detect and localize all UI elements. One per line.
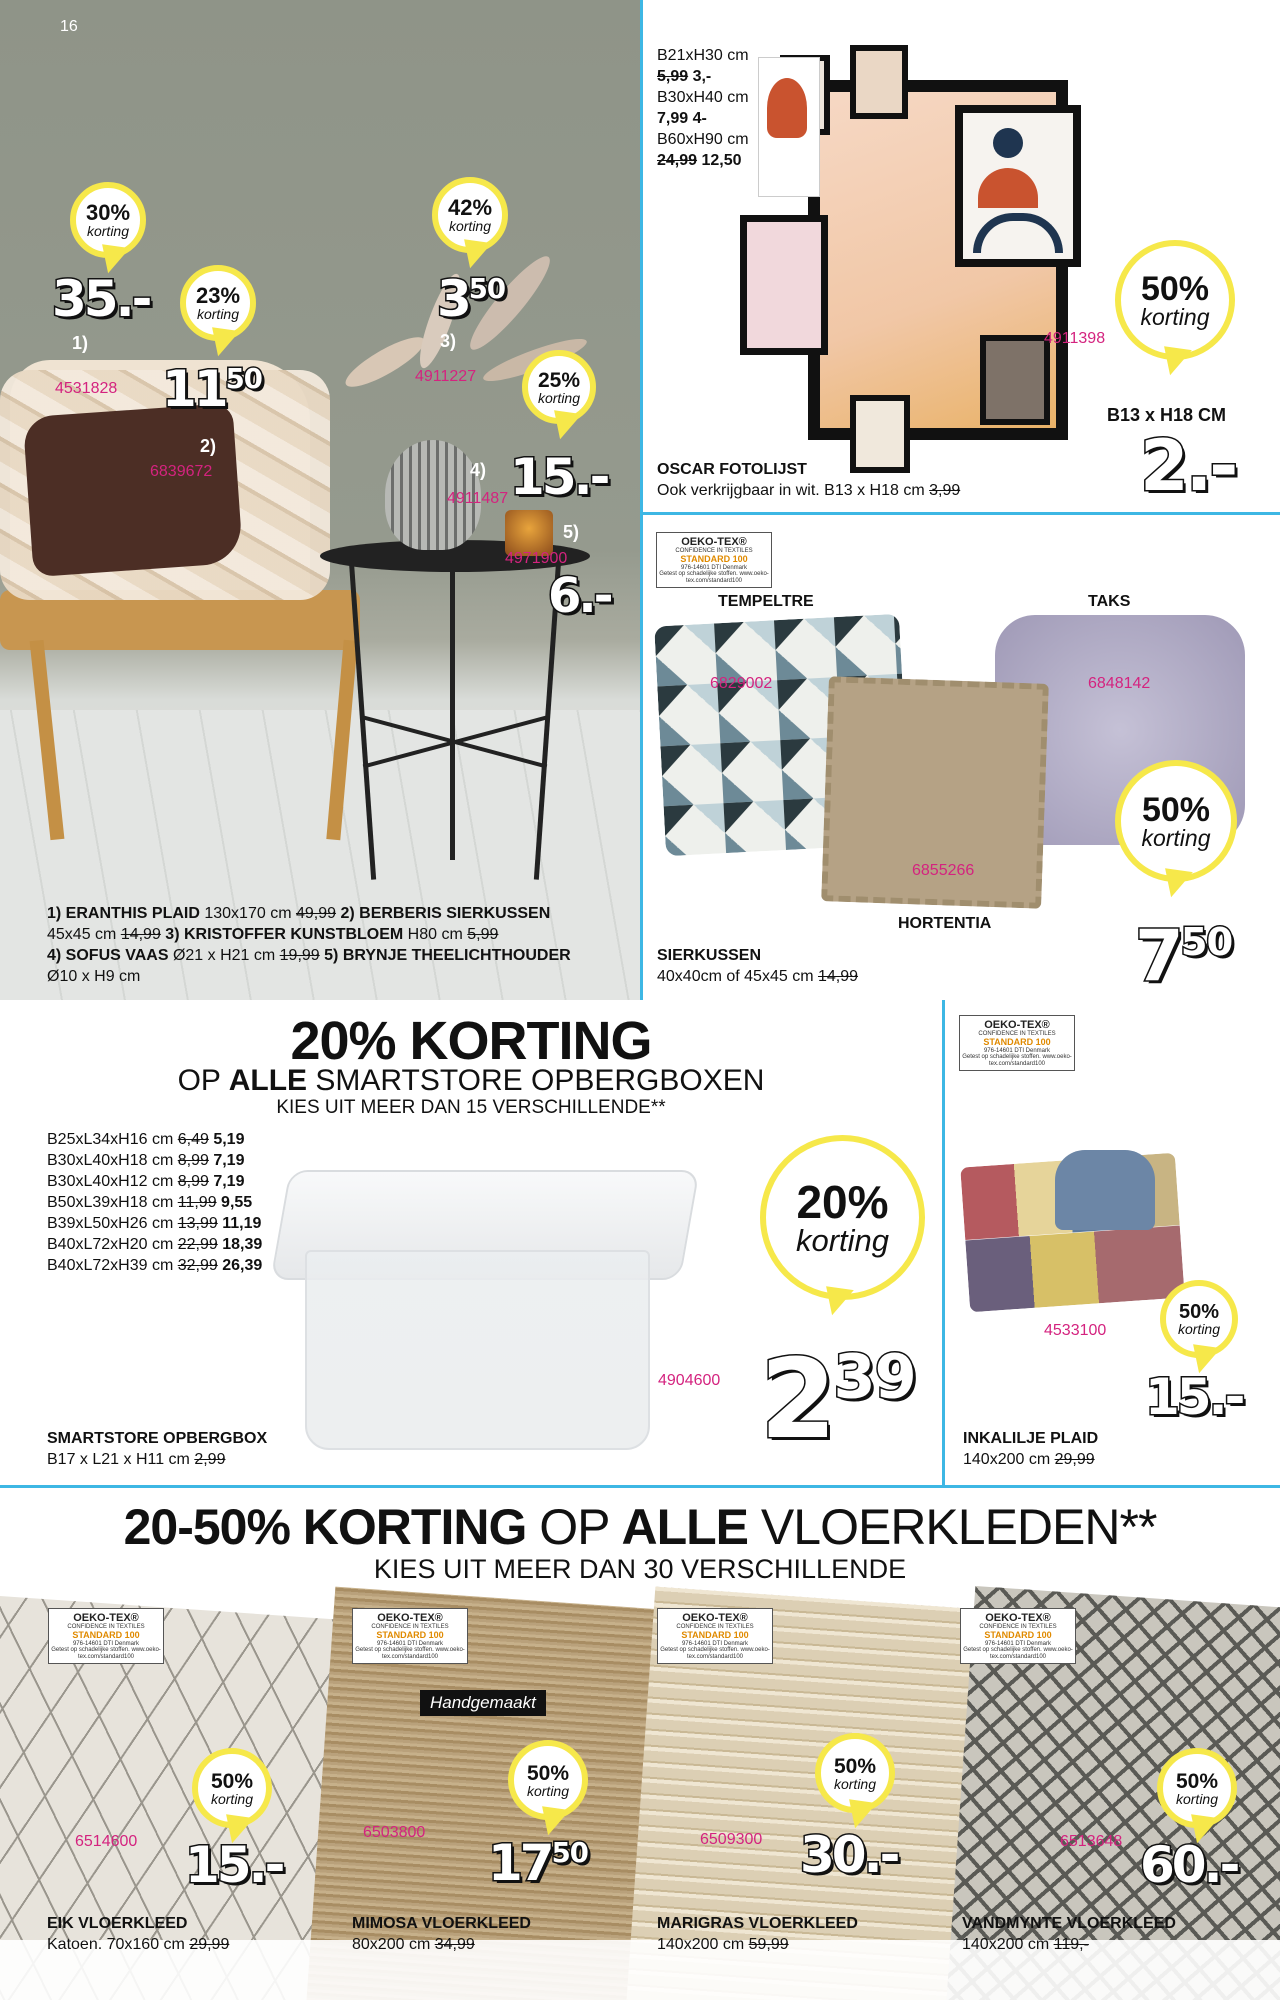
storage-subheadline-2: KIES UIT MEER DAN 15 VERSCHILLENDE** [276, 1097, 666, 1118]
code-storage: 4904600 [658, 1372, 721, 1389]
price-main: 2 [760, 1335, 834, 1463]
hero-description: 1) ERANTHIS PLAID 130x170 cm 49,99 2) BERBERIS SIERKUSSEN 45x45 cm 14,99 3) KRISTOFFER KUNSTBLOEM H80 cm 5,99 4) SOFUS VAAS Ø21 x H21 cm 19,99 5) BRYNJE THEELICHTHOUDER Ø10 x H9 cm [47, 905, 571, 985]
discount-percent: 23% [195, 283, 241, 308]
code-tealight: 4971900 [505, 550, 568, 567]
price-rug-1: 15.- [185, 1836, 283, 1894]
discount-bubble-cushions [1115, 760, 1237, 882]
discount-percent: 25% [537, 368, 581, 392]
code-tempeltre: 6829002 [710, 675, 773, 692]
discount-percent: 42% [447, 195, 493, 220]
price-cushions [1135, 915, 1232, 997]
discount-bubble-flower [432, 177, 508, 253]
frame-collage [740, 45, 1100, 465]
discount-percent: 50% [526, 1761, 570, 1785]
handmade-badge: Handgemaakt [420, 1690, 546, 1716]
discount-label: korting [795, 1223, 890, 1258]
price-tealight: 6.- [548, 568, 611, 624]
price-cents: 39 [833, 1342, 916, 1413]
label-hortentia: HORTENTIA [898, 915, 992, 932]
plaid-product-info: INKALILJE PLAID 140x200 cm 29,99 [963, 1430, 1099, 1468]
code-hortentia: 6855266 [912, 862, 975, 879]
label-3: 3) [440, 331, 457, 351]
code-vase: 4911487 [447, 490, 509, 507]
label-5: 5) [563, 522, 580, 542]
rug-1-info: EIK VLOERKLEED Katoen. 70x160 cm 29,99 [47, 1915, 230, 1953]
storage-size-list: B25xL34xH16 cm 6,49 5,19 B30xL40xH18 cm 8,99 7,19 B30xL40xH12 cm 8,99 7,19 B50xL39xH18 cm 11,99 9,55 B39xL50xH26 cm 13,99 11,19 B40xL72xH20 cm 22,99 18,39 B40xL72xH39 cm 32,99 26,39 [47, 1131, 263, 1274]
oeko-tex-label: OEKO-TEX® CONFIDENCE IN TEXTILES STANDARD 100 976-14601 DTI Denmark Getest op schadelijke stoffen. www.oeko-tex.com/standard100 [657, 1608, 773, 1664]
product-name: SIERKUSSEN [657, 947, 762, 964]
discount-percent: 50% [210, 1769, 254, 1793]
code-rug-4: 6513648 [1060, 1833, 1123, 1850]
discount-label: korting [1141, 824, 1211, 851]
frame-product-info: OSCAR FOTOLIJST Ook verkrijgbaar in wit. B13 x H18 cm 3,99 [657, 461, 961, 499]
price-main: 3 [437, 270, 469, 328]
discount-percent: 50% [1141, 790, 1211, 829]
discount-percent: 50% [833, 1754, 877, 1778]
discount-label: korting [833, 1775, 877, 1792]
code-rug-1: 6514600 [75, 1833, 138, 1850]
cushions-product-info: SIERKUSSEN 40x40cm of 45x45 cm 14,99 [657, 947, 859, 985]
code-flower: 4911227 [415, 368, 477, 385]
discount-percent: 50% [1175, 1769, 1219, 1793]
hero-panel [0, 0, 640, 1000]
price-main: 11 [162, 360, 226, 418]
rugs-subheadline: KIES UIT MEER DAN 30 VERSCHILLENDE [373, 1554, 907, 1584]
price-main: 17 [488, 1834, 552, 1892]
product-name: MIMOSA VLOERKLEED [352, 1915, 531, 1932]
storage-panel [0, 1000, 942, 1485]
oeko-tex-label: OEKO-TEX® CONFIDENCE IN TEXTILES STANDARD 100 976-14601 DTI Denmark Getest op schadelijke stoffen. www.oeko-tex.com/standard100 [352, 1608, 468, 1664]
rugs-panel [0, 1488, 1280, 2000]
label-1: 1) [72, 333, 89, 353]
discount-label: korting [210, 1790, 254, 1807]
rugs-headline: 20-50% KORTING OP ALLE VLOERKLEDEN** [123, 1499, 1157, 1555]
product-name: MARIGRAS VLOERKLEED [657, 1915, 858, 1932]
plaid-panel [945, 1000, 1280, 1485]
poster-text: GIRLS CAN DO ANYTHING [765, 148, 809, 175]
code-cushion: 6839672 [150, 463, 213, 480]
price-flower [437, 270, 505, 328]
divider [640, 0, 643, 1000]
frames-panel [640, 0, 1280, 512]
storage-headline: 20% KORTING [290, 1011, 652, 1071]
code-plaid: 4531828 [55, 380, 118, 397]
discount-bubble-rug-3 [815, 1733, 895, 1813]
discount-bubble-storage [760, 1135, 925, 1300]
discount-bubble-vase [522, 350, 596, 424]
oeko-tex-label: OEKO-TEX® CONFIDENCE IN TEXTILES STANDARD 100 976-14601 DTI Denmark Getest op schadelijke stoffen. www.oeko-tex.com/standard100 [960, 1608, 1076, 1664]
price-vase: 15.- [510, 448, 608, 506]
product-name: EIK VLOERKLEED [47, 1915, 188, 1932]
discount-label: korting [526, 1782, 570, 1799]
price-rug-3: 30.- [800, 1826, 898, 1884]
discount-label: korting [448, 218, 492, 234]
discount-label: korting [1175, 1790, 1219, 1807]
price-plaid: 35.- [52, 270, 150, 328]
label-tempeltre: TEMPELTRE [718, 593, 814, 610]
discount-bubble-frame [1115, 240, 1235, 360]
page-number: 16 [60, 18, 78, 35]
discount-bubble-plaid [70, 182, 146, 258]
price-storage [760, 1335, 916, 1463]
rug-4-info: VANDMYNTE VLOERKLEED 140x200 cm 119,- [962, 1915, 1176, 1953]
storage-box [280, 1140, 700, 1460]
plaid-fold [1055, 1150, 1155, 1230]
discount-percent: 50% [1140, 269, 1210, 308]
discount-label: korting [537, 389, 581, 406]
price-cents: 50 [1180, 919, 1233, 965]
product-name: INKALILJE PLAID [963, 1430, 1099, 1447]
price-rug-4: 60.- [1140, 1836, 1238, 1894]
discount-bubble-cushion [180, 265, 256, 341]
frame-dimension: B13 x H18 CM [1107, 405, 1227, 425]
code-rug-2: 6503800 [363, 1824, 426, 1841]
label-taks: TAKS [1088, 593, 1131, 610]
price-cents: 50 [468, 273, 506, 306]
rug-2-info: MIMOSA VLOERKLEED 80x200 cm 34,99 [352, 1915, 531, 1953]
code-rug-3: 6509300 [700, 1831, 763, 1848]
label-2: 2) [200, 436, 217, 456]
price-plaid2: 15.- [1145, 1368, 1243, 1426]
storage-product-info: SMARTSTORE OPBERGBOX B17 x L21 x H11 cm 2,99 [47, 1430, 268, 1468]
code-plaid: 4533100 [1044, 1322, 1107, 1339]
price-cents: 50 [225, 363, 262, 396]
cushions-panel [640, 515, 1280, 1000]
discount-percent: 30% [85, 200, 131, 225]
oeko-tex-label: OEKO-TEX® CONFIDENCE IN TEXTILES STANDARD 100 976-14601 DTI Denmark Getest op schadelijke stoffen. www.oeko-tex.com/standard100 [656, 532, 772, 588]
discount-label: korting [1177, 1321, 1221, 1337]
oeko-tex-label: OEKO-TEX® CONFIDENCE IN TEXTILES STANDARD 100 976-14601 DTI Denmark Getest op schadelijke stoffen. www.oeko-tex.com/standard100 [959, 1015, 1075, 1071]
rug-3-info: MARIGRAS VLOERKLEED 140x200 cm 59,99 [657, 1915, 858, 1953]
code-taks: 6848142 [1088, 675, 1151, 692]
discount-bubble-rug-4 [1157, 1748, 1237, 1828]
code-frame: 4911398 [1044, 330, 1106, 347]
oeko-tex-label: OEKO-TEX® CONFIDENCE IN TEXTILES STANDARD 100 976-14601 DTI Denmark Getest op schadelijke stoffen. www.oeko-tex.com/standard100 [48, 1608, 164, 1664]
brown-cushion [23, 403, 244, 577]
storage-subheadline: OP ALLE SMARTSTORE OPBERGBOXEN [177, 1064, 765, 1097]
discount-bubble-rug-1 [192, 1748, 272, 1828]
price-main: 7 [1135, 915, 1181, 997]
product-name: OSCAR FOTOLIJST [657, 461, 807, 478]
product-name: VANDMYNTE VLOERKLEED [962, 1915, 1176, 1932]
price-cents: 50 [551, 1837, 588, 1870]
discount-bubble-plaid2 [1160, 1280, 1238, 1358]
price-cushion [162, 360, 262, 418]
discount-percent: 50% [1178, 1301, 1220, 1323]
label-4: 4) [470, 460, 487, 480]
price-rug-2 [488, 1834, 588, 1892]
product-name: SMARTSTORE OPBERGBOX [47, 1430, 268, 1447]
discount-label: korting [86, 223, 130, 239]
discount-percent: 20% [796, 1176, 889, 1228]
price-frame: 2.- [1140, 425, 1236, 507]
discount-label: korting [1140, 303, 1210, 330]
discount-bubble-rug-2 [508, 1740, 588, 1820]
discount-label: korting [196, 306, 240, 322]
frame-size-list: B21xH30 cm 5,99 3,- B30xH40 cm 7,99 4- B60xH90 cm 24,99 12,50 [657, 47, 749, 169]
